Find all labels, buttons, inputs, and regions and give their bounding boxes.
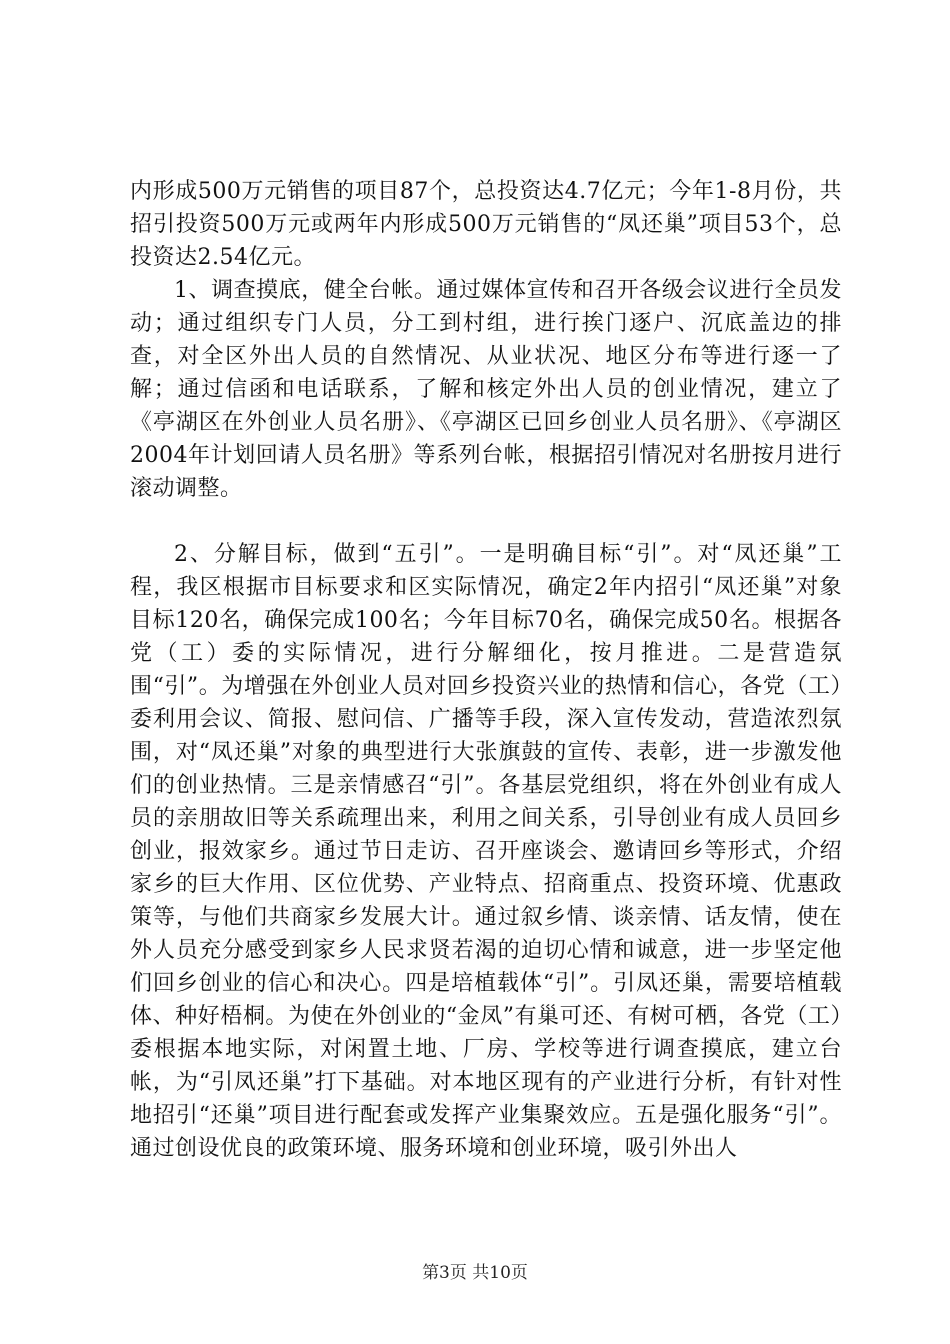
- document-body: [130, 175, 842, 1165]
- page-footer: 第3页 共10页: [422, 1263, 528, 1283]
- paragraph-survey-ledger: 1、调查摸底，健全台帐。通过媒体宣传和召开各级会议进行全员发动；通过组织专门人员，分工到村组，进行挨门逐户、沉底盖边的排查，对全区外出人员的自然情况、从业状况、地区分布等进行逐一了解；通过信函和电话联系，了解和核定外出人员的创业情况，建立了《亭湖区在外创业人员名册》、《亭湖区已回乡创业人员名册》、《亭湖区2004年计划回请人员名册》等系列台帐，根据招引情况对名册按月进行滚动调整。: [130, 278, 842, 501]
- paragraph-five-attractions: 2、分解目标，做到“五引”。一是明确目标“引”。对“凤还巢”工程，我区根据市目标要求和区实际情况，确定2年内招引“凤还巢”对象目标120名，确保完成100名；今年目标70名，确保完成50名。根据各党（工）委的实际情况，进行分解细化，按月推进。二是营造氛围“引”。为增强在外创业人员对回乡投资兴业的热情和信心，各党（工）委利用会议、简报、慰问信、广播等手段，深入宣传发动，营造浓烈氛围，对“凤还巢”对象的典型进行大张旗鼓的宣传、表彰，进一步激发他们的创业热情。三是亲情感召“引”。各基层党组织，将在外创业有成人员的亲朋故旧等关系疏理出来，利用之间关系，引导创业有成人员回乡创业，报效家乡。通过节日走访、召开座谈会、邀请回乡等形式，介绍家乡的巨大作用、区位优势、产业特点、招商重点、投资环境、优惠政策等，与他们共商家乡发展大计。通过叙乡情、谈亲情、话友情，使在外人员充分感受到家乡人民求贤若渴的迫切心情和诚意，进一步坚定他们回乡创业的信心和决心。四是培植载体“引”。引凤还巢，需要培植载体、种好梧桐。为使在外创业的“金凤”有巢可还、有树可栖，各党（工）委根据本地实际，对闲置土地、厂房、学校等进行调查摸底，建立台帐，为“引凤还巢”打下基础。对本地区现有的产业进行分析，有针对性地招引“还巢”项目进行配套或发挥产业集聚效应。五是强化服务“引”。通过创设优良的政策环境、服务环境和创业环境，吸引外出人: [130, 542, 842, 1161]
- paragraph-continuation: 内形成500万元销售的项目87个，总投资达4.7亿元；今年1-8月份，共招引投资500万元或两年内形成500万元销售的“凤还巢”项目53个，总投资达2.54亿元。: [130, 179, 842, 270]
